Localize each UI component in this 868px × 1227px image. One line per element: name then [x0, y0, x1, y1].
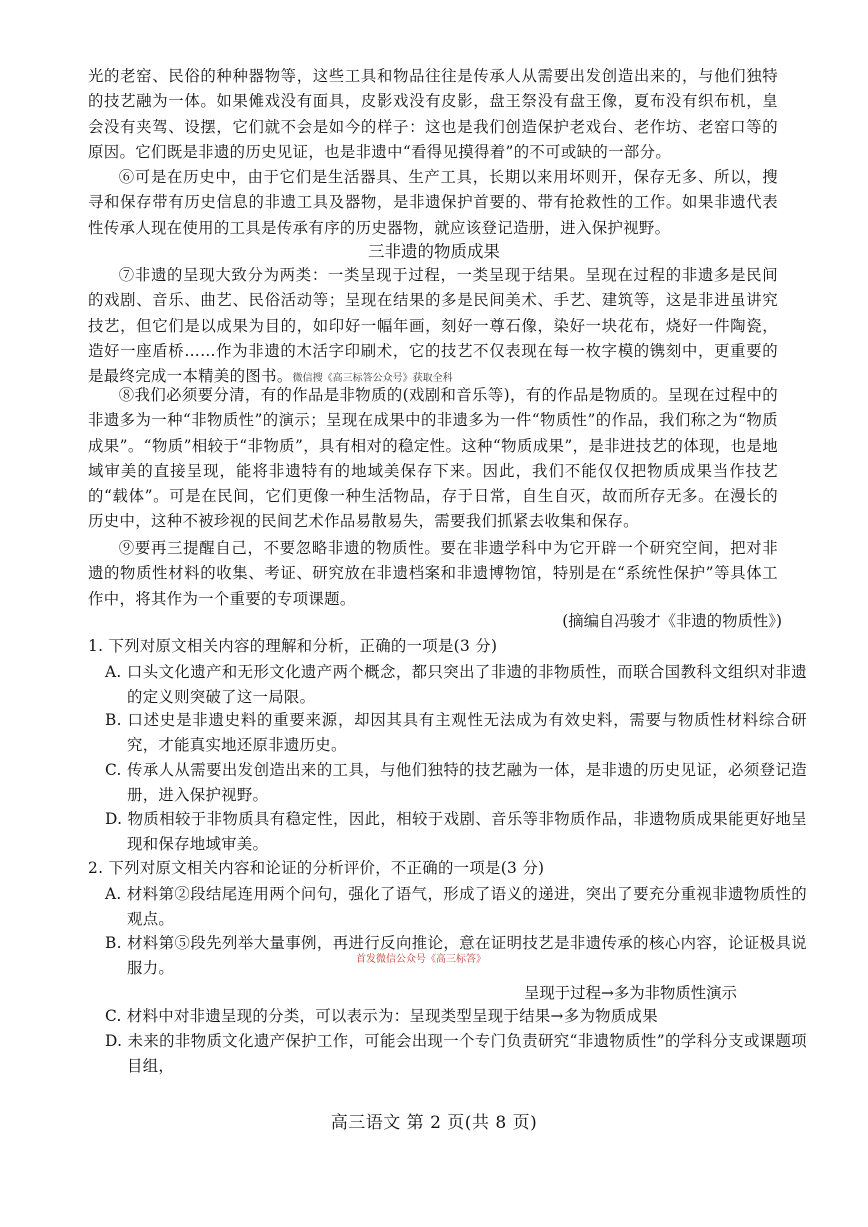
- paragraph-continued: 光的老窑、民俗的种种器物等，这些工具和物品往往是传承人从需要出发创造出来的，与他们独特的技艺融为一体。如果傩戏没有面具，皮影戏没有皮影，盘王祭没有盘王像，夏布没有织布机，皇会没有夹驾、设摆，它们就不会是如今的样子：这也是我们创造保护老戏台、老作坊、老窑口等的原因。它们既是非遗的历史见证，也是非遗中“看得见摸得着”的不可或缺的一部分。: [88, 67, 778, 161]
- question-1-option-b: B. 口述史是非遗史料的重要来源，却因其具有主观性无法成为有效史料，需要与物质性材料综合研究，才能真实地还原非遗历史。: [105, 711, 807, 755]
- question-2-option-c: C. 材料中对非遗呈现的分类，可以表示为：呈现类型呈现于结果→多为物质成果: [105, 1007, 658, 1025]
- paragraph-9: ⑨要再三提醒自己，不要忽略非遗的物质性。要在非遗学科中为它开辟一个研究空间，把对非遗的物质性材料的收集、考证、研究放在非遗档案和非遗博物馆，特别是在“系统性保护”等具体工作中，将其作为一个重要的专项课题。: [88, 539, 778, 608]
- question-1-option-c: C. 传承人从需要出发创造出来的工具，与他们独特的技艺融为一体，是非遗的历史见证，必须登记造册，进入保护视野。: [105, 761, 807, 805]
- question-2-option-d: D. 未来的非物质文化遗产保护工作，可能会出现一个专门负责研究“非遗物质性”的学科分支或课题项目组，: [105, 1032, 807, 1076]
- question-1-stem: 1. 下列对原文相关内容的理解和分析，正确的一项是(3 分): [88, 637, 498, 655]
- question-2-stem: 2. 下列对原文相关内容和论证的分析评价，不正确的一项是(3 分): [88, 859, 545, 877]
- flow-line-process: 呈现于过程→多为非物质性演示: [524, 984, 737, 1002]
- paragraph-7-watermark: 微信搜《高三标答公众号》获取全科: [292, 373, 453, 385]
- source-citation: (摘编自冯骏才《非遗的物质性》): [562, 612, 782, 630]
- paragraph-7: [88, 263, 778, 391]
- question-2-option-b: B. 材料第⑤段先列举大量事例，再进行反向推论，意在证明技艺是非遗传承的核心内容，论证极具说服力。: [105, 934, 807, 978]
- question-2-option-a: A. 材料第②段结尾连用两个问句，强化了语气，形成了语义的递进，突出了要充分重视非遗物质性的观点。: [105, 885, 807, 929]
- paragraph-8: ⑧我们必须要分清，有的作品是非物质的(戏剧和音乐等)，有的作品是物质的。呈现在过程中的非遗多为一种“非物质性”的演示；呈现在成果中的非遗多为一件“物质性”的作品，我们称之为“物质成果”。“物质”相较于“非物质”，具有相对的稳定性。这种“物质成果”，是非进技艺的体现，也是地域审美的直接呈现，能将非遗特有的地域美保存下来。因此，我们不能仅仅把物质成果当作技艺的“载体”。可是在民间，它们更像一种生活物品，存于日常，自生自灭，故而所存无多。在漫长的历史中，这种不被珍视的民间艺术作品易散易失，需要我们抓紧去收集和保存。: [88, 386, 778, 531]
- page-footer: 高三语文 第 2 页(共 8 页): [330, 1113, 538, 1133]
- section-heading: 三非遗的物质成果: [368, 242, 500, 261]
- paragraph-7-text: ⑦非遗的呈现大致分为两类：一类呈现于过程，一类呈现于结果。呈现在过程的非遗多是民间的戏剧、音乐、曲艺、民俗活动等；呈现在结果的多是民间美术、手艺、建筑等，这是非进虽讲究技艺，但它们是以成果为目的，如印好一幅年画，刻好一尊石像，染好一块花布，烧好一件陶瓷，造好一座盾桥……作为非遗的木活字印刷术，它的技艺不仅表现在每一枚字模的镌刻中，更重要的是最终完成一本精美的图书。: [88, 266, 778, 386]
- question-1-option-d: D. 物质相较于非物质具有稳定性，因此，相较于戏剧、音乐等非物质作品，非遗物质成果能更好地呈现和保存地域审美。: [105, 810, 807, 854]
- paragraph-6: ⑥可是在历史中，由于它们是生活器具、生产工具，长期以来用坏则开，保存无多、所以，搜寻和保存带有历史信息的非遗工具及器物，是非遗保护首要的、带有抢救性的工作。如果非遗代表性传承人现在使用的工具是传承有序的历史器物，就应该登记造册，进入保护视野。: [88, 168, 778, 237]
- red-watermark: 首发微信公众号《高三标答》: [356, 954, 486, 965]
- question-1-option-a: A. 口头文化遗产和无形文化遗产两个概念，都只突出了非遗的非物质性，而联合国教科文组织对非遗的定义则突破了这一局限。: [105, 663, 807, 707]
